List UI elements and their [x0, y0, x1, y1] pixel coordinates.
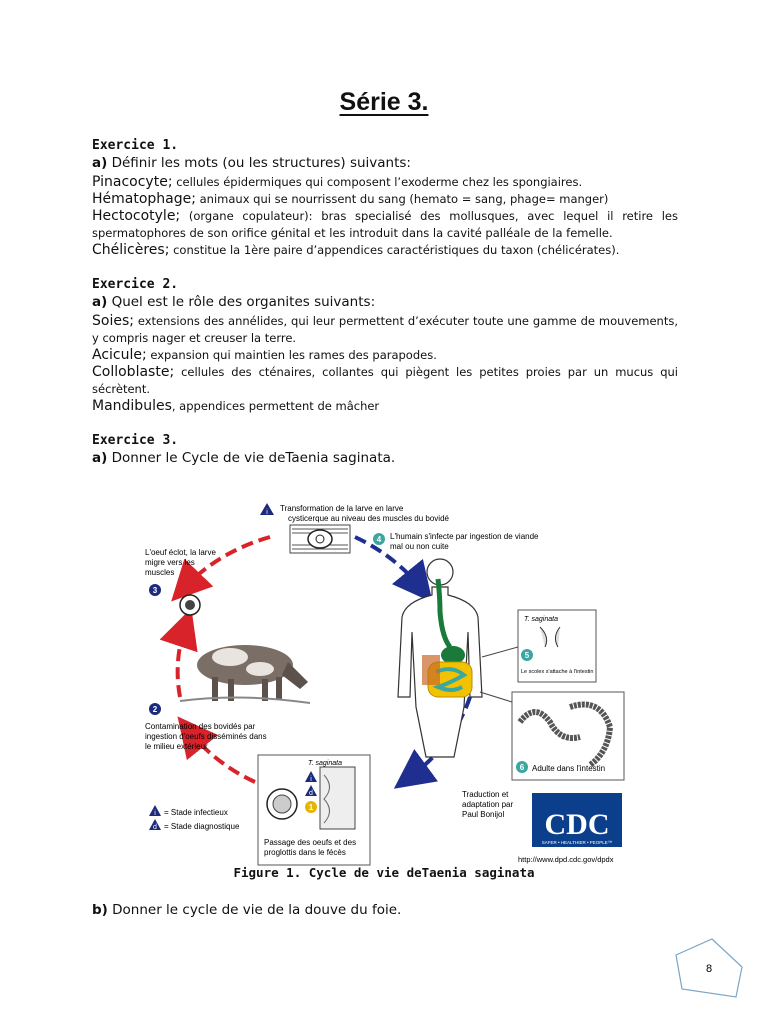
step-2-bovine-contamination — [145, 703, 267, 751]
svg-text:T. saginata: T. saginata — [524, 616, 558, 623]
svg-text:Adulte dans l'intestin: Adulte dans l'intestin — [532, 764, 606, 773]
exercise-3-question: a) Donner le Cycle de vie deTaenia saginata. — [92, 450, 396, 466]
svg-text:i: i — [266, 509, 268, 516]
exercise-2-title: Exercice 2. — [92, 277, 179, 292]
svg-text:CDC: CDC — [544, 808, 610, 841]
svg-text:i: i — [310, 776, 312, 783]
step-4-human-infection — [373, 532, 539, 551]
definition-cheliceres: Chélicères; constitue la 1ère paire d’appendices caractéristiques du taxon (chélicérates). — [92, 242, 620, 258]
svg-text:L'humain s'infecte par ingesti: L'humain s'infecte par ingestion de viande — [390, 532, 539, 541]
svg-text:Traduction et: Traduction et — [462, 790, 509, 799]
svg-text:muscles: muscles — [145, 568, 175, 577]
svg-text:Contamination des bovidés par: Contamination des bovidés par — [145, 722, 256, 731]
definition-hectocotyle: Hectocotyle; (organe copulateur): bras specialisé des mollusques, avec lequel il retire les spermatophores de son orifice génital et les introduit dans la cavité palléale de la femelle. — [92, 208, 678, 240]
svg-text:proglottis dans le fécès: proglottis dans le fécès — [264, 848, 346, 857]
svg-text:d: d — [309, 790, 313, 797]
svg-text:le milieu extérieur: le milieu extérieur — [145, 742, 208, 751]
svg-text:migre vers les: migre vers les — [145, 558, 195, 567]
definition-hematophage: Hématophage; animaux qui se nourrissent du sang (hemato = sang, phage= manger) — [92, 191, 609, 207]
svg-text:L'oeuf éclot, la larve: L'oeuf éclot, la larve — [145, 548, 216, 557]
svg-text:2: 2 — [152, 705, 158, 714]
page-number-badge — [674, 937, 744, 999]
human-body-illustration — [398, 559, 482, 757]
cycle-arc-red-top — [185, 537, 270, 587]
svg-text:5: 5 — [524, 651, 530, 660]
exercise-3-question-b: b) Donner le cycle de vie de la douve du foie. — [92, 902, 402, 918]
svg-text:Paul Bonijol: Paul Bonijol — [462, 810, 505, 819]
svg-text:6: 6 — [519, 763, 525, 772]
svg-text:d: d — [153, 824, 157, 831]
svg-text:i: i — [154, 810, 156, 817]
svg-text:Le scolex s'attache à l'intest: Le scolex s'attache à l'intestin — [521, 669, 594, 675]
definition-colloblaste: Colloblaste; cellules des cténaires, collantes qui piègent les petites proies par un mucus qui sécrètent. — [92, 364, 678, 396]
page-number: 8 — [705, 963, 713, 975]
exercise-1-question: a) Définir les mots (ou les structures) suivants: — [92, 155, 411, 171]
exercise-1-title: Exercice 1. — [92, 138, 179, 153]
figure-caption: Figure 1. Cycle de vie deTaenia saginata — [233, 865, 535, 880]
svg-text:T. saginata: T. saginata — [308, 760, 342, 767]
definition-pinacocyte: Pinacocyte; cellules épidermiques qui composent l’exoderme chez les spongiaires. — [92, 174, 583, 190]
svg-text:Transformation de la larve en: Transformation de la larve en larve — [280, 504, 404, 513]
svg-text:3: 3 — [152, 586, 158, 595]
svg-text:ingestion d'oeufs disséminés d: ingestion d'oeufs disséminés dans — [145, 732, 267, 741]
exercises — [92, 138, 678, 469]
svg-text:adaptation par: adaptation par — [462, 800, 514, 809]
svg-text:= Stade infectieux: = Stade infectieux — [164, 808, 228, 817]
svg-text:4: 4 — [376, 535, 382, 544]
cdc-logo — [532, 793, 622, 847]
step-5-scolex-box — [482, 610, 596, 682]
svg-text:1: 1 — [308, 803, 314, 812]
svg-text:cysticerque au niveau des musc: cysticerque au niveau des muscles du bovidé — [288, 514, 449, 523]
taenia-life-cycle-figure — [140, 497, 630, 867]
step-6-adult-box — [480, 692, 624, 780]
svg-text:SAFER • HEALTHIER • PEOPLE™: SAFER • HEALTHIER • PEOPLE™ — [541, 840, 613, 845]
stage-legend — [149, 805, 240, 831]
cycle-arc-red-left — [178, 627, 185, 697]
exercise-3-title: Exercice 3. — [92, 433, 179, 448]
svg-text:Passage des oeufs et des: Passage des oeufs et des — [264, 838, 357, 847]
definition-soies: Soies; extensions des annélides, qui leur permettent d’exécuter toute une gamme de mouvements, y compris nager et creuser la terre. — [92, 313, 678, 345]
svg-text:mal ou non cuite: mal ou non cuite — [390, 542, 449, 551]
definition-mandibules: Mandibules, appendices permettent de mâcher — [92, 398, 380, 414]
exercise-2-question: a) Quel est le rôle des organites suivants: — [92, 294, 376, 310]
egg-proglottis-box — [258, 755, 370, 865]
credits — [462, 790, 513, 819]
step-3-egg-hatch — [145, 548, 216, 615]
page-title: Série 3. — [339, 88, 429, 116]
source-url: http://www.dpd.cdc.gov/dpdx — [518, 855, 614, 864]
definition-acicule: Acicule; expansion qui maintien les rames des parapodes. — [92, 347, 437, 363]
svg-text:= Stade diagnostique: = Stade diagnostique — [164, 822, 240, 831]
cow-illustration — [180, 645, 310, 703]
